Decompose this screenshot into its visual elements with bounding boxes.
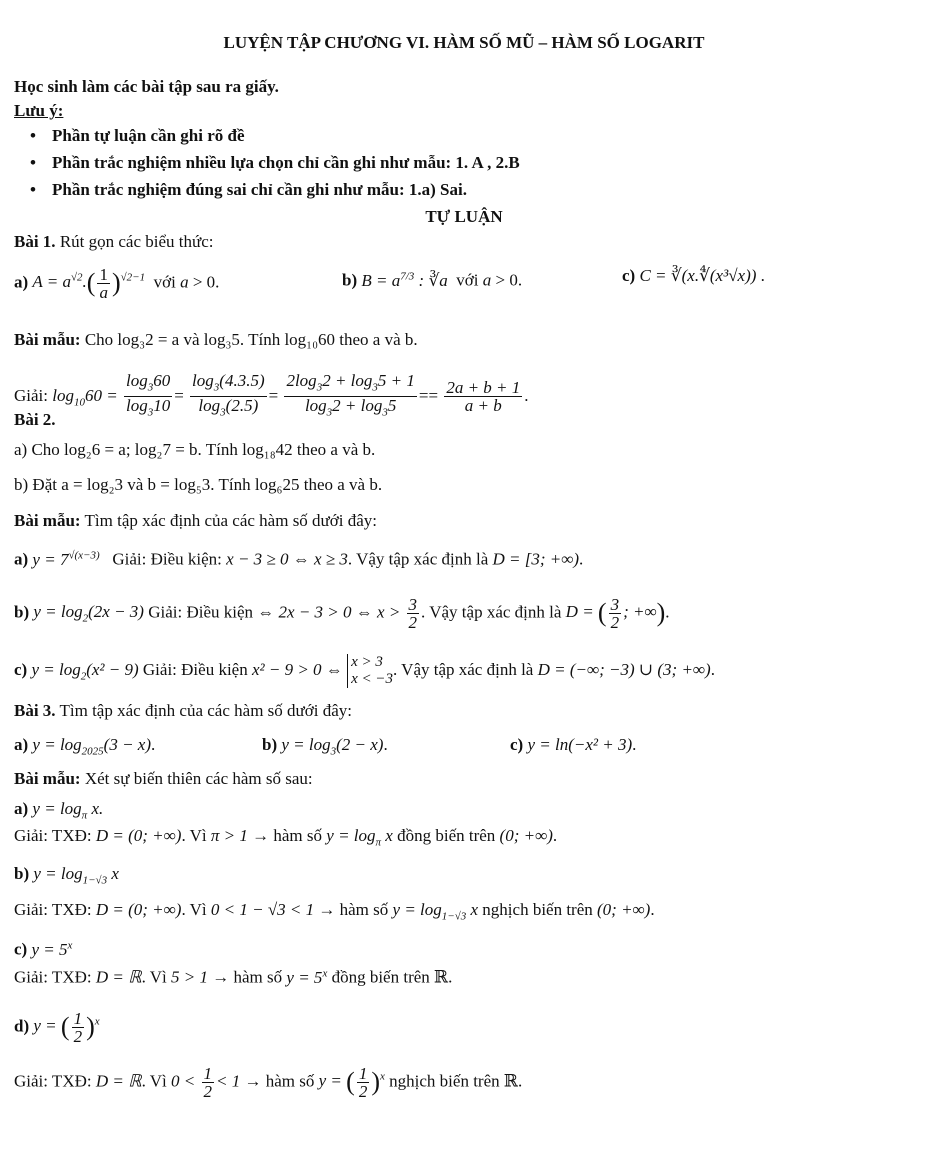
note-item: • Phần trắc nghiệm nhiều lựa chọn chỉ cần ghi như mẫu: 1. A , 2.B xyxy=(52,153,520,173)
bai3-heading: Bài 3. Tìm tập xác định của các hàm số dưới đây: xyxy=(14,701,352,720)
bai1-a: a) $A = a^{√2}$.( $\frac{1}{a}$ )$^{√2-1}$ với a > 0. xyxy=(14,265,220,302)
sample3-d: d) y = ( $\frac{1}{2}$ )$^x$ xyxy=(14,1009,100,1046)
bai3-a: a) $y = \log_{2025}(3 - x)$. xyxy=(14,735,156,758)
sample2-c: c) $y = \log_2(x^2 - 9)$ Giải: Điều kiện x² − 9 > 0 ⇔ x > 3 x < −3. Vậy tập xác định là D = (−∞; −3) ∪ (3; +∞). xyxy=(14,654,715,687)
note-label: Lưu ý: xyxy=(14,101,64,120)
page-title: LUYỆN TẬP CHƯƠNG VI. HÀM SỐ MŨ – HÀM SỐ LOGARIT xyxy=(223,33,705,52)
sample1: Bài mẫu: Cho log₃2 = a và log₃5. Tính log₁₀60 theo a và b. xyxy=(14,330,418,349)
bai2-heading: Bài 2. xyxy=(14,410,56,429)
bai3-b: b) $y = \log_3(2 - x)$. xyxy=(262,735,388,758)
bai1-heading: Bài 1. Rút gọn các biểu thức: xyxy=(14,232,214,251)
sample3-b-solution: Giải: TXĐ: D = (0; +∞). Vì 0 < 1 − √3 < 1 → hàm số $y = \log_{1-√3} x$ nghịch biến trên (0; +∞). xyxy=(14,900,655,923)
bai1-c: c) C = ∛(x.∜(x³√x)) . xyxy=(622,266,765,285)
sample3-c: c) $y = 5^x$ xyxy=(14,939,73,959)
note-item: • Phần trắc nghiệm đúng sai chỉ cần ghi như mẫu: 1.a) Sai. xyxy=(52,180,467,200)
sample1-solution: Giải: $\log_{10}60$ = $\frac{\log_360}{\log_310}$ = $\frac{\log_3(4.3.5)}{\log_3(2.5)}$ = $\frac{2\log_32 + \log_35 + 1}{\log_32 + \log_35}$ == $\frac{2a + b + 1}{a + b}$ . xyxy=(14,371,529,419)
sample3-a: a) $y = \log_\pi x$. xyxy=(14,799,104,822)
note-item: • Phần tự luận cần ghi rõ đề xyxy=(52,126,245,146)
sample3-a-solution: Giải: TXĐ: D = (0; +∞). Vì π > 1 → hàm số $y = \log_\pi x$ đồng biến trên (0; +∞). xyxy=(14,826,558,849)
sample2: Bài mẫu: Tìm tập xác định của các hàm số dưới đây: xyxy=(14,511,378,530)
bai1-b: b) $B = a^{7/3}$ : ∛a với a > 0. xyxy=(342,270,523,290)
intro-text: Học sinh làm các bài tập sau ra giấy. xyxy=(14,77,279,96)
sample3-c-solution: Giải: TXĐ: D = ℝ. Vì 5 > 1 → hàm số $y = 5^x$ đồng biến trên ℝ. xyxy=(14,967,453,987)
sample2-b: b) $y = \log_2(2x - 3)$ Giải: Điều kiện ⇔ 2x − 3 > 0 ⇔ x > $\frac{3}{2}$ . Vậy tập xác định là D = ( $\frac{3}{2}$ ; +∞). xyxy=(14,595,670,632)
bai3-c: c) y = ln(−x² + 3). xyxy=(510,735,637,754)
sample2-a: a) $y = 7^{√(x-3)}$ Giải: Điều kiện: x − 3 ≥ 0 ⇔ x ≥ 3. Vậy tập xác định là D = [3; +∞). xyxy=(14,549,584,569)
bai2-a: a) Cho log₂6 = a; log₂7 = b. Tính log₁₈42 theo a và b. xyxy=(14,440,376,459)
sample3-b: b) $y = \log_{1-√3} x$ xyxy=(14,864,119,887)
section-heading: TỰ LUẬN xyxy=(425,207,503,226)
sample3-d-solution: Giải: TXĐ: D = ℝ. Vì 0 < $\frac{1}{2}$ < 1 → hàm số y = ( $\frac{1}{2}$ )$^x$ nghịch biến trên ℝ. xyxy=(14,1064,523,1101)
sample3: Bài mẫu: Xét sự biến thiên các hàm số sau: xyxy=(14,769,313,788)
bai2-b: b) Đặt a = log₂3 và b = log₅3. Tính log₆25 theo a và b. xyxy=(14,475,383,494)
